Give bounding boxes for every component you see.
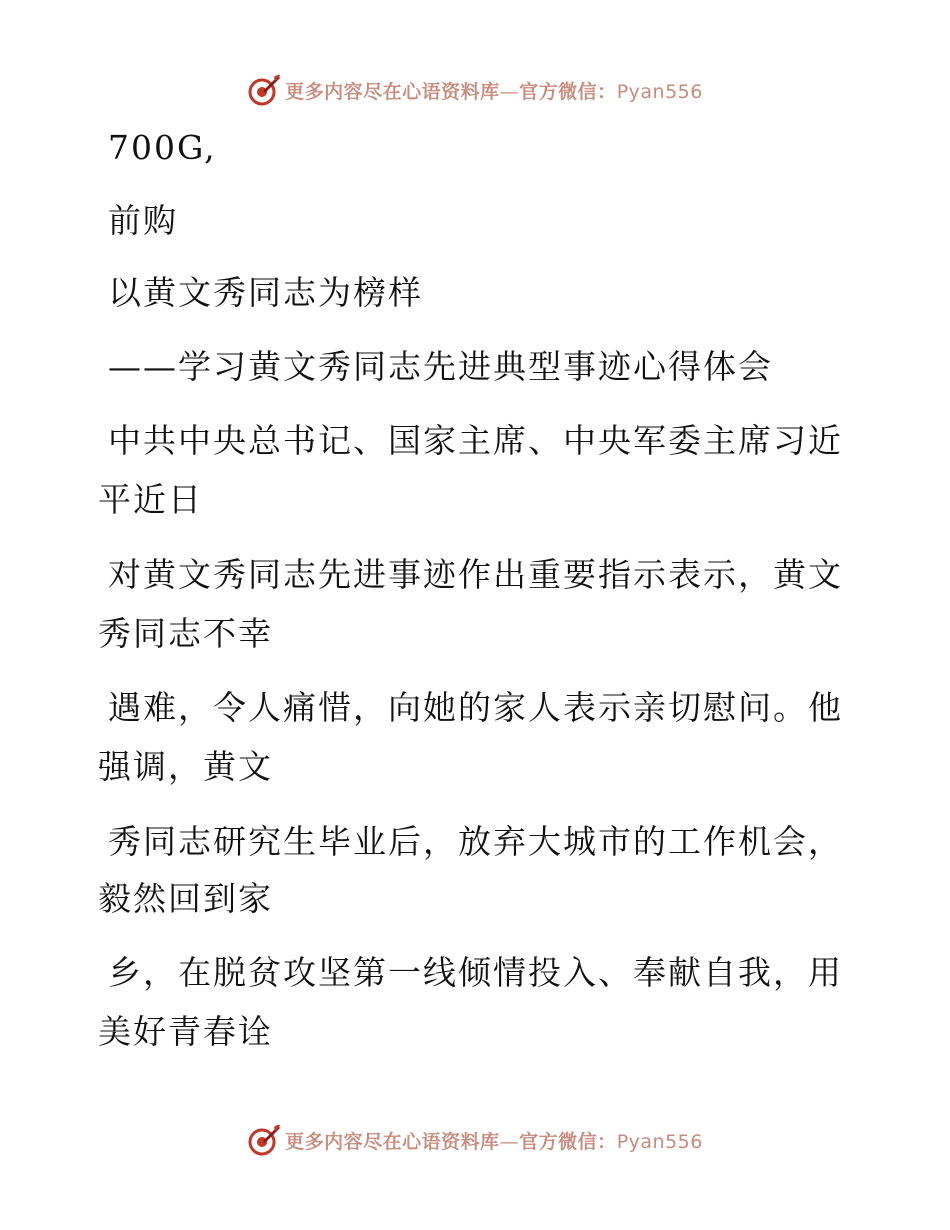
footer-banner-separator: — xyxy=(499,1130,520,1153)
footer-banner-official: 官方微信： xyxy=(519,1130,617,1153)
footer-banner-main: 更多内容尽在心语资料库 xyxy=(285,1130,500,1153)
quill-pen-logo-icon xyxy=(247,73,281,107)
doc-paragraph-line: 秀同志不幸 xyxy=(98,614,273,653)
header-banner-wechat-id: Pyan556 xyxy=(616,80,703,103)
doc-subtitle: ——学习黄文秀同志先进典型事迹心得体会 xyxy=(108,347,773,386)
doc-paragraph-line: 遇难，令人痛惜，向她的家人表示亲切慰问。他 xyxy=(108,688,843,727)
doc-line-prefix: 前购 xyxy=(108,201,178,240)
doc-paragraph-line: 美好青春诠 xyxy=(98,1012,273,1051)
quill-pen-logo-icon xyxy=(247,1123,281,1157)
doc-paragraph-line: 秀同志研究生毕业后，放弃大城市的工作机会， xyxy=(108,822,843,861)
footer-banner xyxy=(0,1118,950,1162)
header-banner-main: 更多内容尽在心语资料库 xyxy=(285,80,500,103)
doc-paragraph-line: 乡，在脱贫攻坚第一线倾情投入、奉献自我，用 xyxy=(108,953,843,992)
doc-paragraph-line: 强调，黄文 xyxy=(98,747,273,786)
doc-line-size: 700G, xyxy=(108,128,217,167)
doc-paragraph-line: 中共中央总书记、国家主席、中央军委主席习近 xyxy=(108,421,843,460)
header-banner xyxy=(0,68,950,112)
header-banner-official: 官方微信： xyxy=(519,80,617,103)
footer-banner-text xyxy=(285,1127,703,1154)
doc-paragraph-line: 毅然回到家 xyxy=(98,879,273,918)
doc-paragraph-line: 对黄文秀同志先进事迹作出重要指示表示，黄文 xyxy=(108,555,843,594)
doc-title: 以黄文秀同志为榜样 xyxy=(108,273,423,312)
header-banner-text xyxy=(285,77,703,104)
footer-banner-wechat-id: Pyan556 xyxy=(616,1130,703,1153)
doc-paragraph-line: 平近日 xyxy=(98,480,203,519)
header-banner-separator: — xyxy=(499,80,520,103)
